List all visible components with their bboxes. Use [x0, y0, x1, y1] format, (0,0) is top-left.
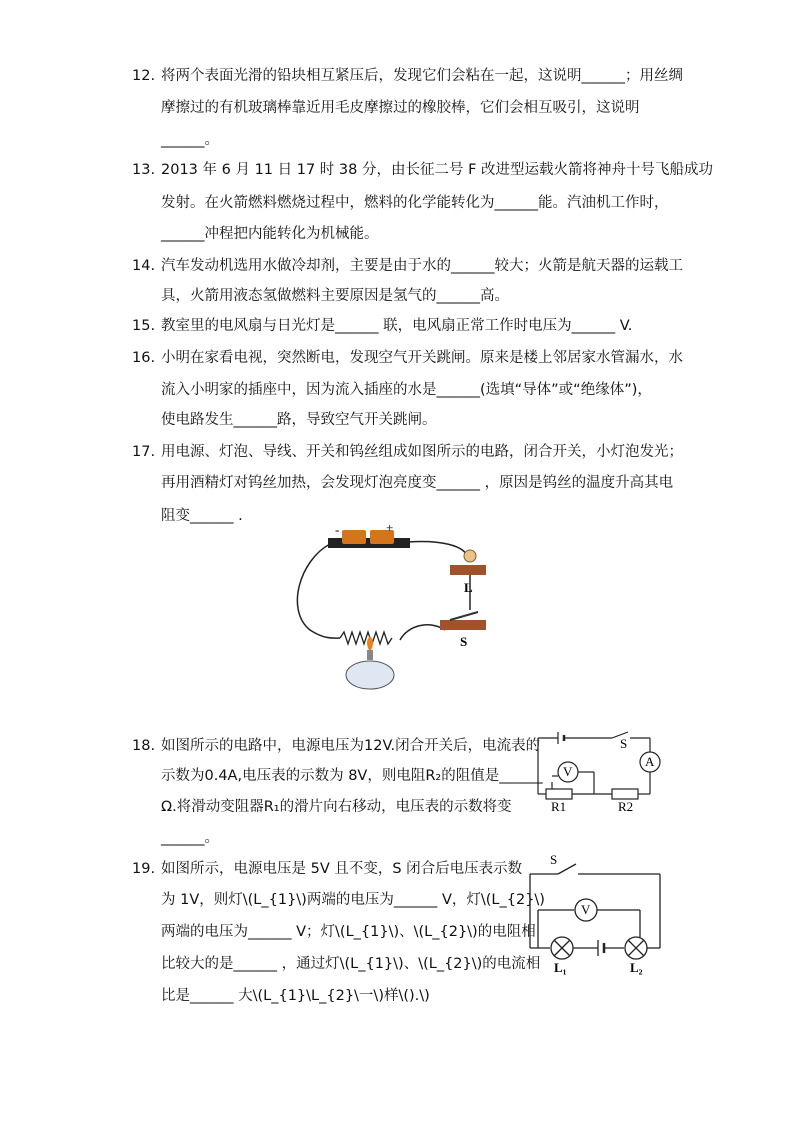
- question-19-line-2: 为 1V，则灯\(L_{1}\)两端的电压为______ V，灯\(L_{2}\): [161, 892, 545, 908]
- switch-label: S: [620, 736, 628, 751]
- question-16-line-2: 流入小明家的插座中，因为流入插座的水是______(选填“导体”或“绝缘体”)，: [161, 382, 652, 398]
- question-17-line-2: 再用酒精灯对钨丝加热，会发现灯泡亮度变______ ，原因是钨丝的温度升高其电: [161, 475, 674, 491]
- question-13-line-2: 发射。在火箭燃料燃烧过程中，燃料的化学能转化为______能。汽油机工作时，: [161, 195, 669, 211]
- battery-holder: [328, 538, 410, 548]
- switch-base: [440, 620, 486, 630]
- resistor-r2: [612, 789, 638, 799]
- question-18-number: 18.: [132, 738, 156, 754]
- question-18-line-4: ______。: [161, 830, 219, 846]
- wire-left: [297, 544, 340, 638]
- question-14-line-2: 具，火箭用液态氢做燃料主要原因是氢气的______高。: [161, 288, 509, 304]
- question-19-number: 19.: [132, 861, 156, 877]
- question-12-line-2: 摩擦过的有机玻璃棒靠近用毛皮摩擦过的橡胶棒，它们会相互吸引，这说明: [161, 100, 640, 116]
- question-12-line-1: 将两个表面光滑的铅块相互紧压后，发现它们会粘在一起，这说明______；用丝绸: [161, 68, 683, 84]
- question-13-line-1: 2013 年 6 月 11 日 17 时 38 分，由长征二号 F 改进型运载火箭将神舟十号飞船成功: [161, 162, 714, 178]
- question-15-number: 15.: [132, 318, 156, 334]
- switch-lever: [450, 612, 478, 620]
- question-17-line-1: 用电源、灯泡、导线、开关和钨丝组成如图所示的电路，闭合开关，小灯泡发光；: [161, 444, 683, 460]
- question-17-line-3: 阻变______ .: [161, 508, 243, 524]
- alcohol-lamp-icon: [346, 661, 394, 689]
- battery-cell-1: [342, 530, 366, 544]
- r1-label: R1: [551, 799, 567, 814]
- ammeter-label: A: [645, 754, 655, 769]
- question-18-line-1: 如图所示的电路中，电源电压为12V.闭合开关后，电流表的: [161, 738, 541, 754]
- tungsten-coil: [340, 632, 392, 644]
- question-16-line-1: 小明在家看电视，突然断电，发现空气开关跳闸。原来是楼上邻居家水管漏水，水: [161, 350, 683, 366]
- switch-blade: [558, 864, 576, 874]
- lamp-base: [450, 565, 486, 575]
- question-14-number: 14.: [132, 258, 156, 274]
- voltmeter-label: V: [563, 764, 573, 779]
- battery-plus-label: +: [386, 520, 394, 535]
- question-16-line-3: 使电路发生______路，导致空气开关跳闸。: [161, 412, 437, 428]
- question-19-line-4: 比较大的是______ ，通过灯\(L_{1}\)、\(L_{2}\)的电流相: [161, 956, 541, 972]
- wire-switch-filament: [400, 625, 445, 640]
- question-16-number: 16.: [132, 350, 156, 366]
- question-19-line-3: 两端的电压为______ V；灯\(L_{1}\)、\(L_{2}\)的电阻相: [161, 924, 536, 940]
- question-19-line-1: 如图所示，电源电压是 5V 且不变，S 闭合后电压表示数: [161, 861, 523, 877]
- question-13-line-3: ______冲程把内能转化为机械能。: [161, 226, 379, 242]
- question-17-number: 17.: [132, 444, 156, 460]
- wick: [367, 650, 373, 660]
- question-18-line-2: 示数为0.4A,电压表的示数为 8V，则电阻R₂的阻值是______: [161, 768, 543, 784]
- switch-label: S: [550, 852, 558, 867]
- flame-icon: [367, 636, 373, 652]
- question-15-line-1: 教室里的电风扇与日光灯是______ 联，电风扇正常工作时电压为______ V.: [161, 318, 633, 334]
- rheostat-r1: [546, 789, 572, 799]
- question-12-number: 12.: [132, 68, 156, 84]
- switch-label: S: [460, 634, 468, 649]
- question-13-number: 13.: [132, 162, 156, 178]
- battery-minus-label: -: [335, 522, 340, 537]
- voltmeter-label: V: [581, 902, 591, 917]
- l2-label: L₂: [630, 960, 643, 975]
- question-14-line-1: 汽车发动机选用水做冷却剂，主要是由于水的______较大；火箭是航天器的运载工: [161, 258, 683, 274]
- question-19-line-5: 比是______ 大\(L_{1}\L_{2}\一\)样\().\): [161, 988, 430, 1004]
- q19-circuit-figure: [520, 850, 670, 975]
- q18-circuit-figure: [534, 726, 664, 816]
- r2-label: R2: [618, 799, 634, 814]
- l1-label: L₁: [554, 960, 567, 975]
- question-12-line-3: ______。: [161, 132, 219, 148]
- wire-top-right: [408, 542, 468, 558]
- q17-circuit-figure: [290, 520, 500, 700]
- question-18-line-3: Ω.将滑动变阻器R₁的滑片向右移动，电压表的示数将变: [161, 799, 512, 815]
- lamp-label: L: [464, 580, 473, 595]
- bulb-icon: [464, 550, 476, 562]
